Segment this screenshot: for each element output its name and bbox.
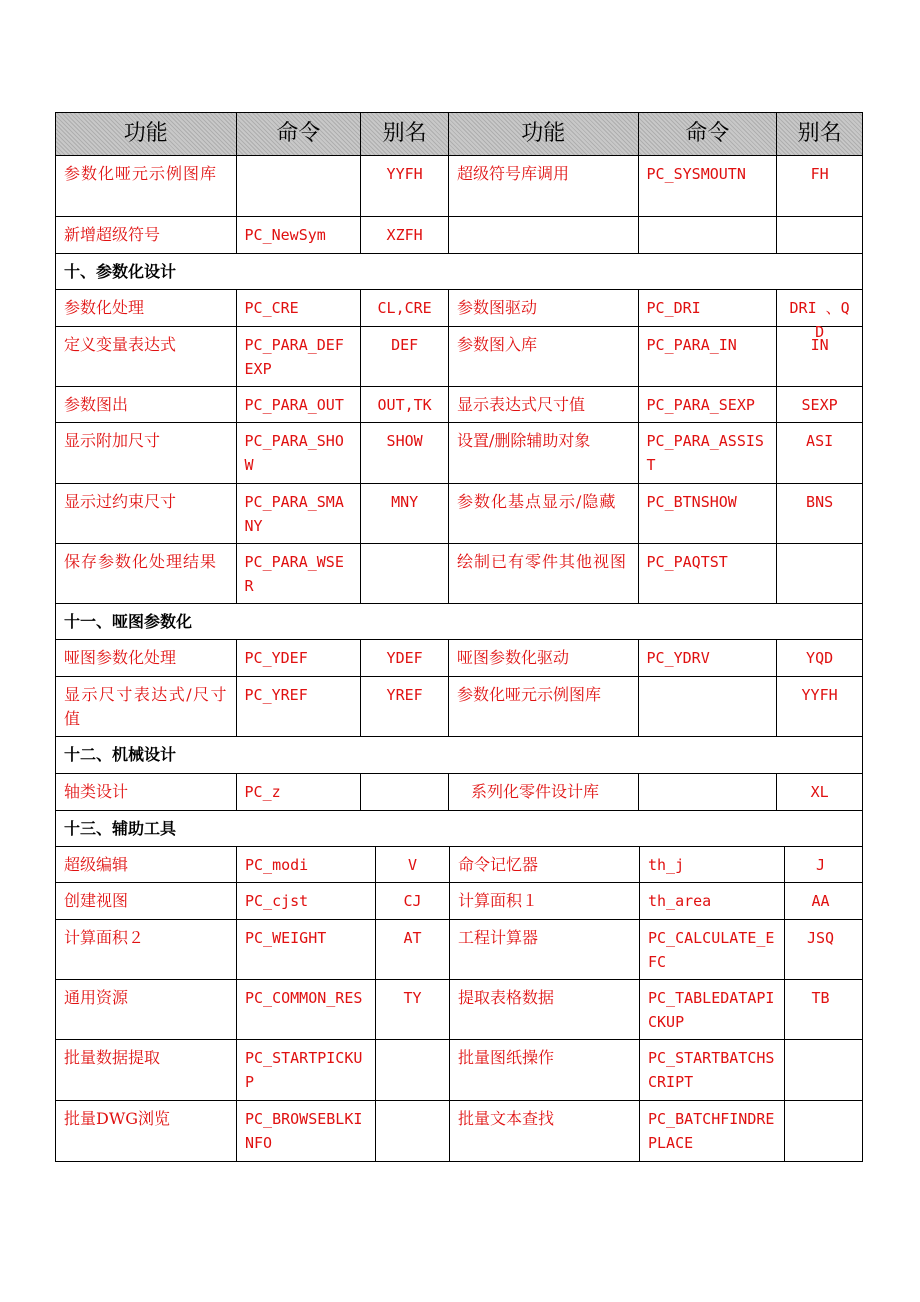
table-row [55,484,863,544]
command-cell: PC_SYSMOUTN [639,156,778,216]
function-cell: 新增超级符号 [56,217,237,253]
function-cell: 保存参数化处理结果 [56,544,237,603]
command-cell: PC_BATCHFINDREPLACE [640,1101,785,1161]
function-cell: 超级编辑 [56,847,237,882]
command-cell: PC_YREF [237,677,362,736]
function-cell: 参数图驱动 [449,290,639,326]
command-cell: th_j [640,847,785,882]
function-cell: 哑图参数化驱动 [449,640,639,676]
table-row [55,327,863,387]
alias-cell: OUT,TK [361,387,449,422]
column-header: 别名 [361,113,449,155]
command-cell: PC_STARTPICKUP [237,1040,376,1100]
command-cell: PC_modi [237,847,376,882]
alias-cell: SHOW [361,423,449,483]
function-cell: 批量数据提取 [56,1040,237,1100]
section-title: 十、参数化设计 [64,262,177,281]
function-cell: 参数化基点显示/隐藏 [449,484,639,543]
section-heading-row [55,254,863,290]
table-row [55,883,863,920]
command-cell: PC_PARA_IN [639,327,778,386]
section-heading-row [55,737,863,774]
table-row [55,774,863,811]
function-cell: 参数图入库 [449,327,639,386]
function-cell: 工程计算器 [450,920,640,979]
command-cell: PC_BTNSHOW [639,484,778,543]
command-cell: PC_PAQTST [639,544,778,603]
function-cell: 命令记忆器 [450,847,640,882]
function-cell: 定义变量表达式 [56,327,237,386]
function-cell: 显示附加尺寸 [56,423,237,483]
command-cell: PC_TABLEDATAPICKUP [640,980,785,1039]
function-cell: 批量DWG浏览 [56,1101,237,1161]
function-cell: 参数化处理 [56,290,237,326]
function-cell: 绘制已有零件其他视图 [449,544,639,603]
section-heading-row [55,811,863,847]
table-row [55,156,863,217]
alias-cell: ASI [806,432,834,450]
table-header-row [55,112,863,156]
alias-cell: XZFH [361,217,449,253]
command-cell: PC_PARA_DEFEXP [237,327,362,386]
section-heading-row [55,604,863,640]
alias-cell: TY [376,980,450,1039]
command-cell [237,156,362,216]
column-header: 命令 [639,113,778,155]
alias-cell: DEF [361,327,449,386]
table-row [55,677,863,737]
command-cell: PC_PARA_WSER [237,544,362,603]
table-row [55,290,863,341]
alias-cell: YREF [361,677,449,736]
function-cell: 超级符号库调用 [449,156,639,216]
command-cell [639,774,778,810]
alias-cell: AT [376,920,450,979]
column-header: 功能 [449,113,639,155]
table-row [55,544,863,604]
function-cell: 参数化哑元示例图库 [449,677,639,736]
alias-cell: IN [810,336,829,354]
alias-cell [376,1101,450,1161]
function-cell: 参数图出 [56,387,237,422]
command-cell: PC_YDEF [237,640,362,676]
command-cell [639,677,778,736]
function-cell: 设置/删除辅助对象 [449,423,639,483]
function-cell: 轴类设计 [56,774,237,810]
column-header: 别名 [797,121,842,146]
alias-cell: V [376,847,450,882]
command-cell: PC_WEIGHT [237,920,376,979]
alias-cell: MNY [361,484,449,543]
function-cell: 计算面积２ [56,920,237,979]
alias-cell [777,544,862,603]
alias-cell: SEXP [801,396,838,414]
function-cell: 系列化零件设计库 [449,774,639,810]
alias-cell [361,774,449,810]
command-cell: PC_NewSym [237,217,362,253]
alias-cell: JSQ [806,929,835,947]
table-row [55,1101,863,1162]
section-title: 十三、辅助工具 [64,819,177,838]
column-header: 命令 [237,113,362,155]
alias-cell: BNS [806,493,834,511]
command-cell: PC_PARA_ASSIST [639,423,778,483]
alias-cell: YYFH [361,156,449,216]
alias-cell: J [815,856,826,874]
command-cell: PC_PARA_SEXP [639,387,778,422]
function-cell: 显示过约束尺寸 [56,484,237,543]
command-cell: PC_cjst [237,883,376,919]
command-cell: PC_PARA_SHOW [237,423,362,483]
alias-cell: XL [810,783,829,801]
alias-cell: DRI 、QD [789,299,850,341]
command-cell: PC_COMMON_RES [237,980,376,1039]
alias-cell [785,1101,856,1161]
table-row [55,217,863,254]
alias-cell: CJ [376,883,450,919]
function-cell: 计算面积１ [450,883,640,919]
command-cell: PC_BROWSEBLKINFO [237,1101,376,1161]
table-row [55,980,863,1040]
table-row [55,1040,863,1101]
command-cell: PC_CRE [237,290,362,326]
function-cell: 创建视图 [56,883,237,919]
table-row [55,640,863,677]
command-cell: PC_z [237,774,362,810]
alias-cell [777,217,862,253]
function-cell: 批量图纸操作 [450,1040,640,1100]
table-row [55,387,863,423]
function-cell [449,217,639,253]
alias-cell [785,1040,856,1100]
function-cell: 哑图参数化处理 [56,640,237,676]
command-cell: th_area [640,883,785,919]
command-cell: PC_PARA_OUT [237,387,362,422]
table-row [55,920,863,980]
alias-cell [376,1040,450,1100]
command-cell: PC_PARA_SMANY [237,484,362,543]
table-row [55,423,863,484]
section-title: 十一、哑图参数化 [64,612,193,631]
alias-cell: YYFH [801,686,838,704]
alias-cell: AA [811,892,830,910]
function-cell: 提取表格数据 [450,980,640,1039]
function-cell: 参数化哑元示例图库 [56,156,237,216]
alias-cell: YQD [806,649,834,667]
command-cell [639,217,778,253]
command-cell: PC_YDRV [639,640,778,676]
alias-cell [361,544,449,603]
alias-cell: CL,CRE [361,290,449,326]
function-cell: 显示尺寸表达式/尺寸值 [56,677,237,736]
alias-cell: YDEF [361,640,449,676]
command-cell: PC_CALCULATE_EFC [640,920,785,979]
alias-cell: TB [811,989,830,1007]
function-cell: 通用资源 [56,980,237,1039]
command-cell: PC_STARTBATCHSCRIPT [640,1040,785,1100]
command-cell: PC_DRI [639,290,778,326]
function-cell: 批量文本查找 [450,1101,640,1161]
section-title: 十二、机械设计 [64,745,177,764]
table-row [55,847,863,883]
function-cell: 显示表达式尺寸值 [449,387,639,422]
column-header: 功能 [56,113,237,155]
alias-cell: FH [810,165,829,183]
